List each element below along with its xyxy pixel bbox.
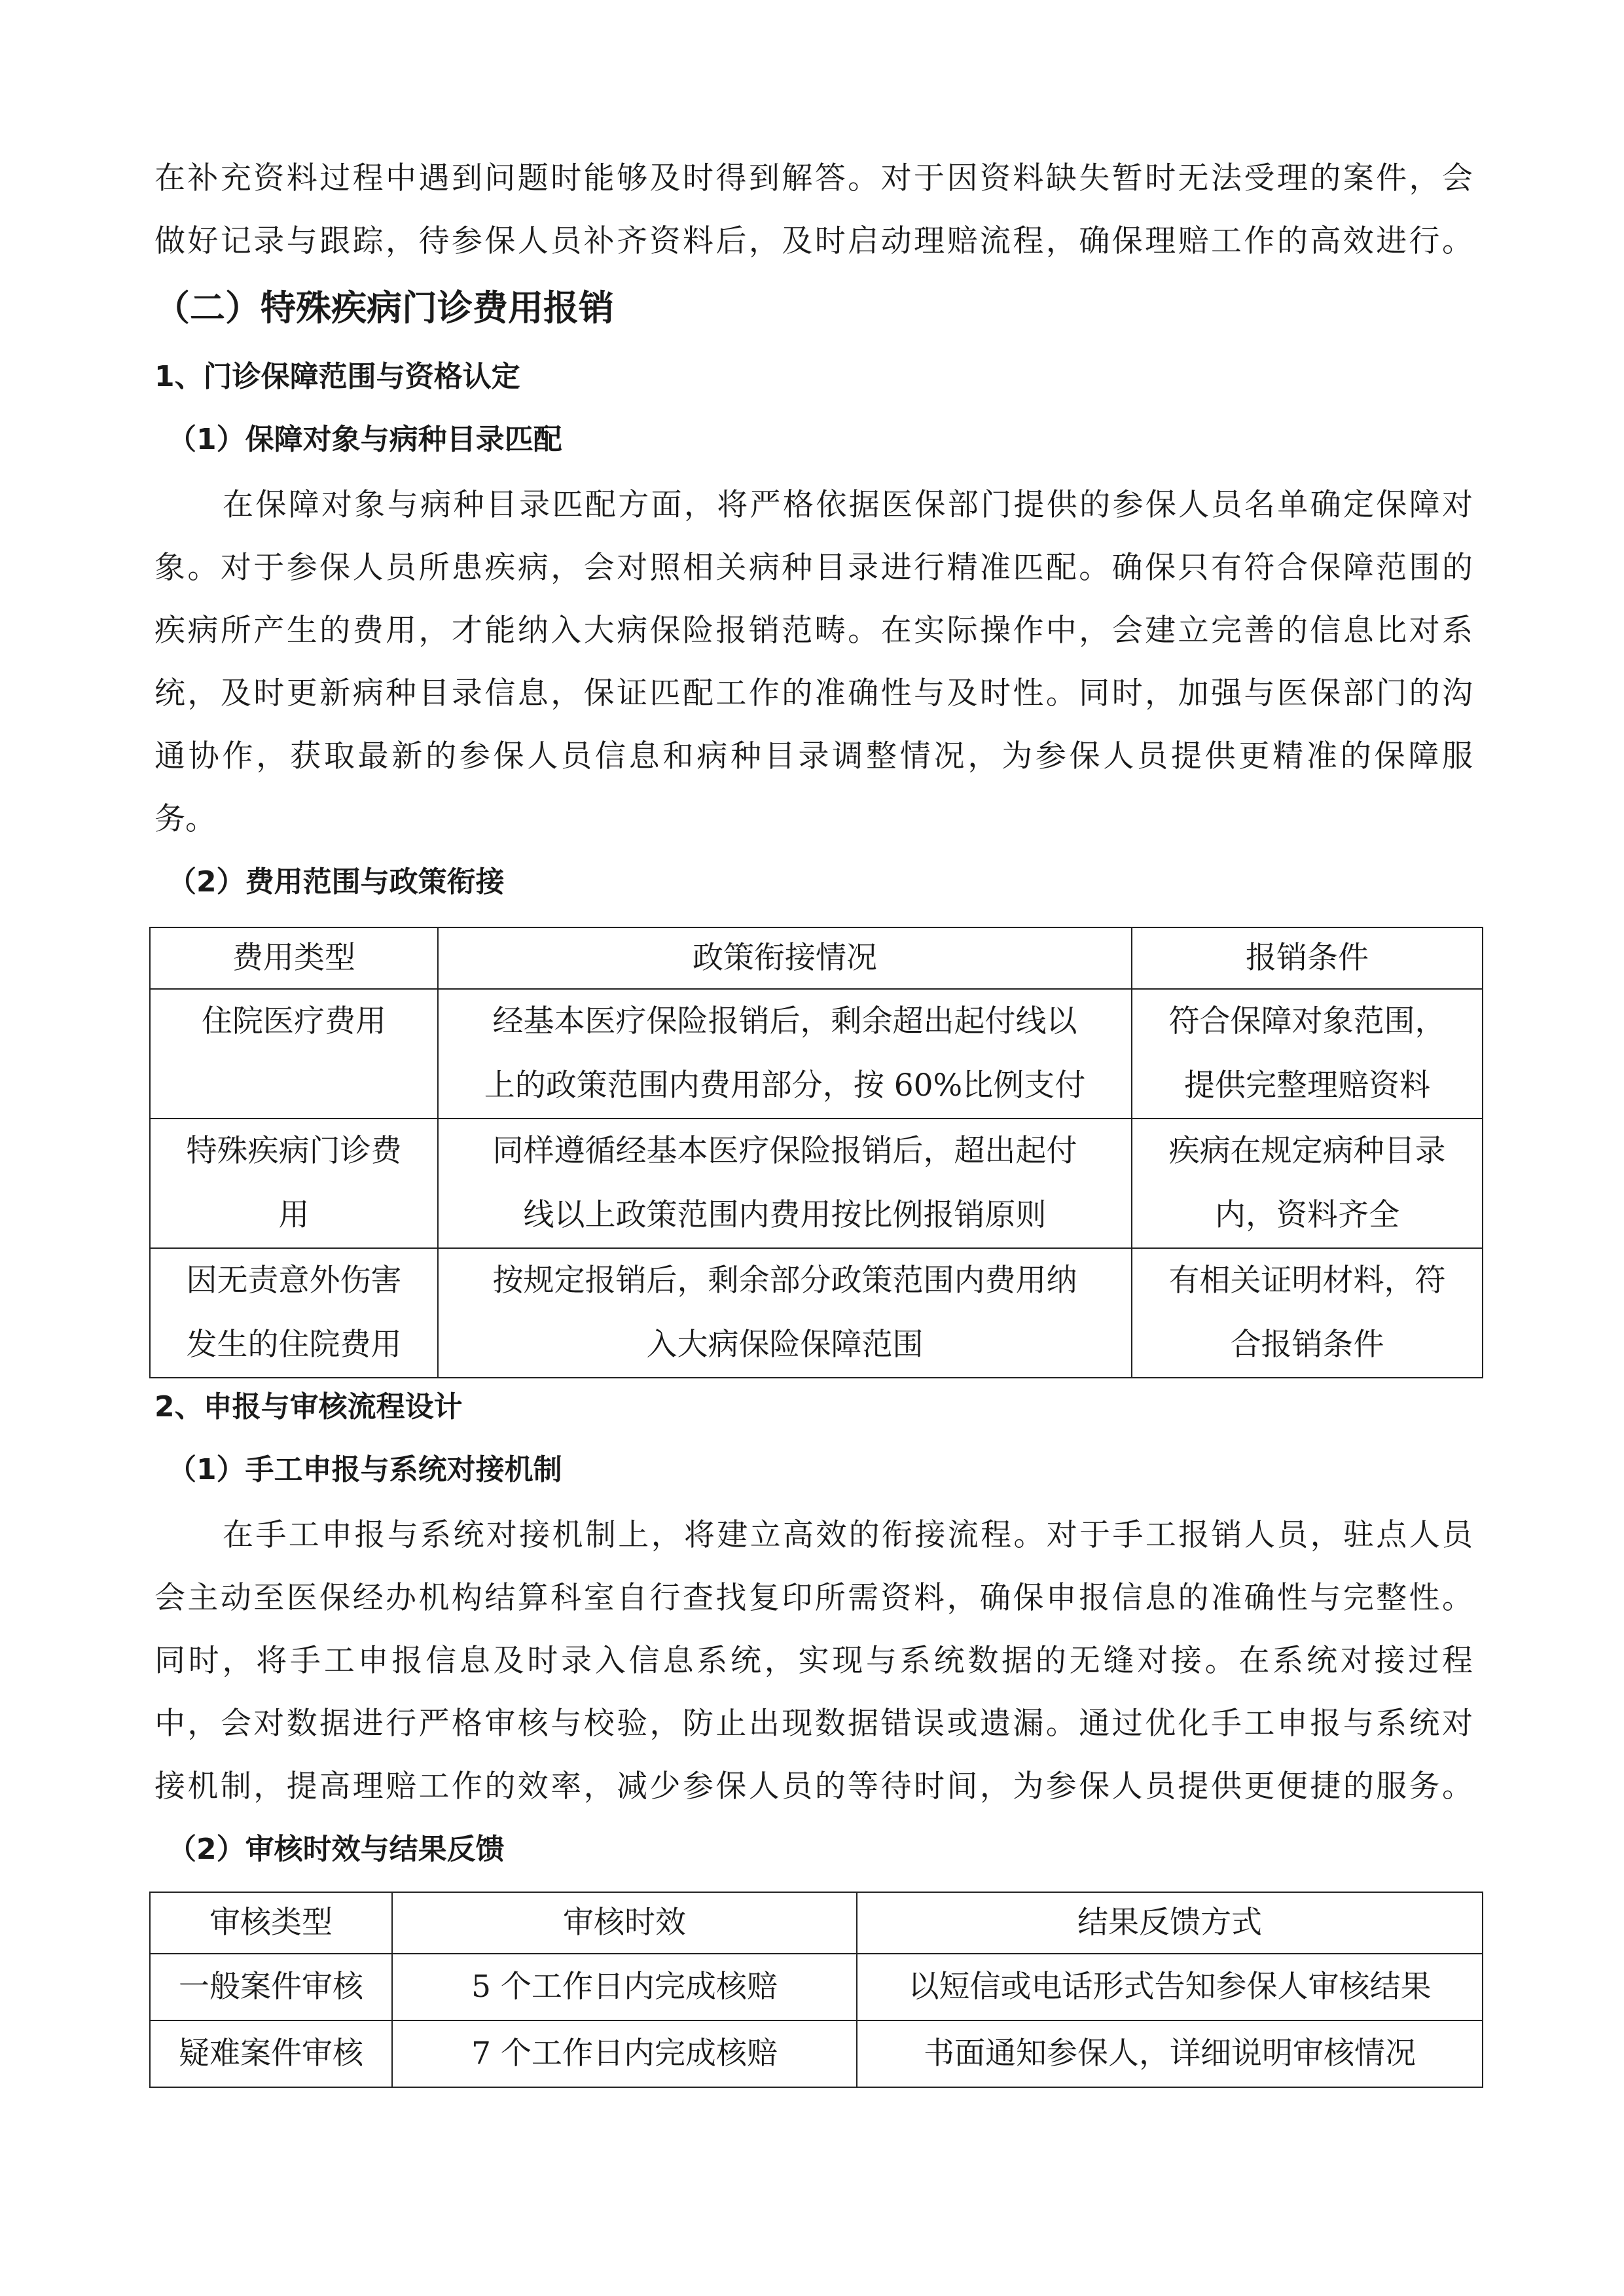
table-cell bbox=[1132, 989, 1483, 1119]
cell-line: 按规定报销后，剩余部分政策范围内费用纳 bbox=[492, 1263, 1077, 1299]
cell-line: 特殊疾病门诊费 bbox=[186, 1133, 402, 1169]
cell-line: 疾病在规定病种目录 bbox=[1168, 1133, 1446, 1169]
table-header-cell: 报销条件 bbox=[1132, 927, 1483, 989]
part2-sub1-line-3: 同时，将手工申报信息及时录入信息系统，实现与系统数据的无缝对接。在系统对接过程 bbox=[154, 1643, 1473, 1679]
table-cell bbox=[1132, 1248, 1483, 1378]
intro-line-1: 在补充资料过程中遇到问题时能够及时得到解答。对于因资料缺失暂时无法受理的案件，会 bbox=[154, 160, 1473, 196]
table-header-cell: 结果反馈方式 bbox=[857, 1892, 1483, 1954]
cell-line: 符合保障对象范围， bbox=[1168, 1003, 1446, 1039]
part1-sub1-line-6: 务。 bbox=[154, 801, 216, 837]
table-header-row bbox=[150, 1892, 1483, 1954]
part2-sub2-title: （2）审核时效与结果反馈 bbox=[168, 1833, 505, 1866]
table-cell: 一般案件审核 bbox=[150, 1954, 392, 2020]
part1-sub1-line-5: 通协作，获取最新的参保人员信息和病种目录调整情况，为参保人员提供更精准的保障服 bbox=[154, 738, 1473, 774]
cell-line: 有相关证明材料，符 bbox=[1168, 1263, 1446, 1299]
part1-title: 1、门诊保障范围与资格认定 bbox=[154, 360, 520, 393]
section-title: （二）特殊疾病门诊费用报销 bbox=[154, 287, 614, 329]
part2-sub1-line-2: 会主动至医保经办机构结算科室自行查找复印所需资料，确保申报信息的准确性与完整性。 bbox=[154, 1580, 1473, 1616]
table-cell bbox=[438, 1119, 1132, 1248]
table-header-cell: 政策衔接情况 bbox=[438, 927, 1132, 989]
cell-line: 提供完整理赔资料 bbox=[1184, 1067, 1430, 1103]
part1-sub1-line-3: 疾病所产生的费用，才能纳入大病保险报销范畴。在实际操作中，会建立完善的信息比对系 bbox=[154, 613, 1473, 649]
table-row bbox=[150, 989, 1483, 1119]
part1-sub1-title: （1）保障对象与病种目录匹配 bbox=[168, 423, 562, 456]
table-header-cell: 费用类型 bbox=[150, 927, 438, 989]
table-row bbox=[150, 1119, 1483, 1248]
cell-line: 内，资料齐全 bbox=[1215, 1197, 1399, 1233]
table-cell bbox=[1132, 1119, 1483, 1248]
part1-sub1-line-4: 统，及时更新病种目录信息，保证匹配工作的准确性与及时性。同时，加强与医保部门的沟 bbox=[154, 675, 1473, 711]
table-cell: 5 个工作日内完成核赔 bbox=[392, 1954, 857, 2020]
cell-line: 入大病保险保障范围 bbox=[646, 1327, 924, 1363]
part2-title: 2、申报与审核流程设计 bbox=[154, 1390, 463, 1424]
cell-line: 因无责意外伤害 bbox=[186, 1263, 402, 1299]
part2-sub1-line-5: 接机制，提高理赔工作的效率，减少参保人员的等待时间，为参保人员提供更便捷的服务。 bbox=[154, 1768, 1473, 1804]
table-row bbox=[150, 1954, 1483, 2020]
cell-line: 上的政策范围内费用部分，按 60%比例支付 bbox=[484, 1067, 1086, 1103]
cell-line: 发生的住院费用 bbox=[186, 1327, 402, 1363]
table-header-cell: 审核时效 bbox=[392, 1892, 857, 1954]
cell-line: 用 bbox=[278, 1197, 310, 1233]
cell-line: 合报销条件 bbox=[1230, 1327, 1384, 1363]
part1-sub2-title: （2）费用范围与政策衔接 bbox=[168, 865, 505, 899]
part2-sub1-line-4: 中，会对数据进行严格审核与校验，防止出现数据错误或遗漏。通过优化手工申报与系统对 bbox=[154, 1706, 1473, 1742]
table-cell: 疑难案件审核 bbox=[150, 2020, 392, 2087]
table-header-cell: 审核类型 bbox=[150, 1892, 392, 1954]
expense-policy-table bbox=[149, 927, 1483, 1378]
table-cell bbox=[438, 989, 1132, 1119]
intro-line-2: 做好记录与跟踪，待参保人员补齐资料后，及时启动理赔流程，确保理赔工作的高效进行。 bbox=[154, 223, 1473, 259]
table-cell bbox=[438, 1248, 1132, 1378]
cell-line: 经基本医疗保险报销后，剩余超出起付线以 bbox=[492, 1003, 1077, 1039]
table-cell bbox=[150, 1248, 438, 1378]
table-row bbox=[150, 1248, 1483, 1378]
part1-sub1-line-2: 象。对于参保人员所患疾病，会对照相关病种目录进行精准匹配。确保只有符合保障范围的 bbox=[154, 550, 1473, 586]
review-timeliness-table bbox=[149, 1892, 1483, 2088]
cell-line: 同样遵循经基本医疗保险报销后，超出起付 bbox=[492, 1133, 1077, 1169]
table-cell: 书面通知参保人，详细说明审核情况 bbox=[857, 2020, 1483, 2087]
table-row bbox=[150, 2020, 1483, 2087]
cell-line: 线以上政策范围内费用按比例报销原则 bbox=[523, 1197, 1047, 1233]
part2-sub1-title: （1）手工申报与系统对接机制 bbox=[168, 1453, 562, 1486]
table-header-row bbox=[150, 927, 1483, 989]
table-cell: 以短信或电话形式告知参保人审核结果 bbox=[857, 1954, 1483, 2020]
table-cell: 7 个工作日内完成核赔 bbox=[392, 2020, 857, 2087]
part1-sub1-line-1: 在保障对象与病种目录匹配方面，将严格依据医保部门提供的参保人员名单确定保障对 bbox=[223, 487, 1473, 523]
table-cell bbox=[150, 1119, 438, 1248]
cell-line: 住院医疗费用 bbox=[202, 1003, 386, 1039]
table-cell bbox=[150, 989, 438, 1119]
part2-sub1-line-1: 在手工申报与系统对接机制上，将建立高效的衔接流程。对于手工报销人员，驻点人员 bbox=[223, 1517, 1473, 1553]
